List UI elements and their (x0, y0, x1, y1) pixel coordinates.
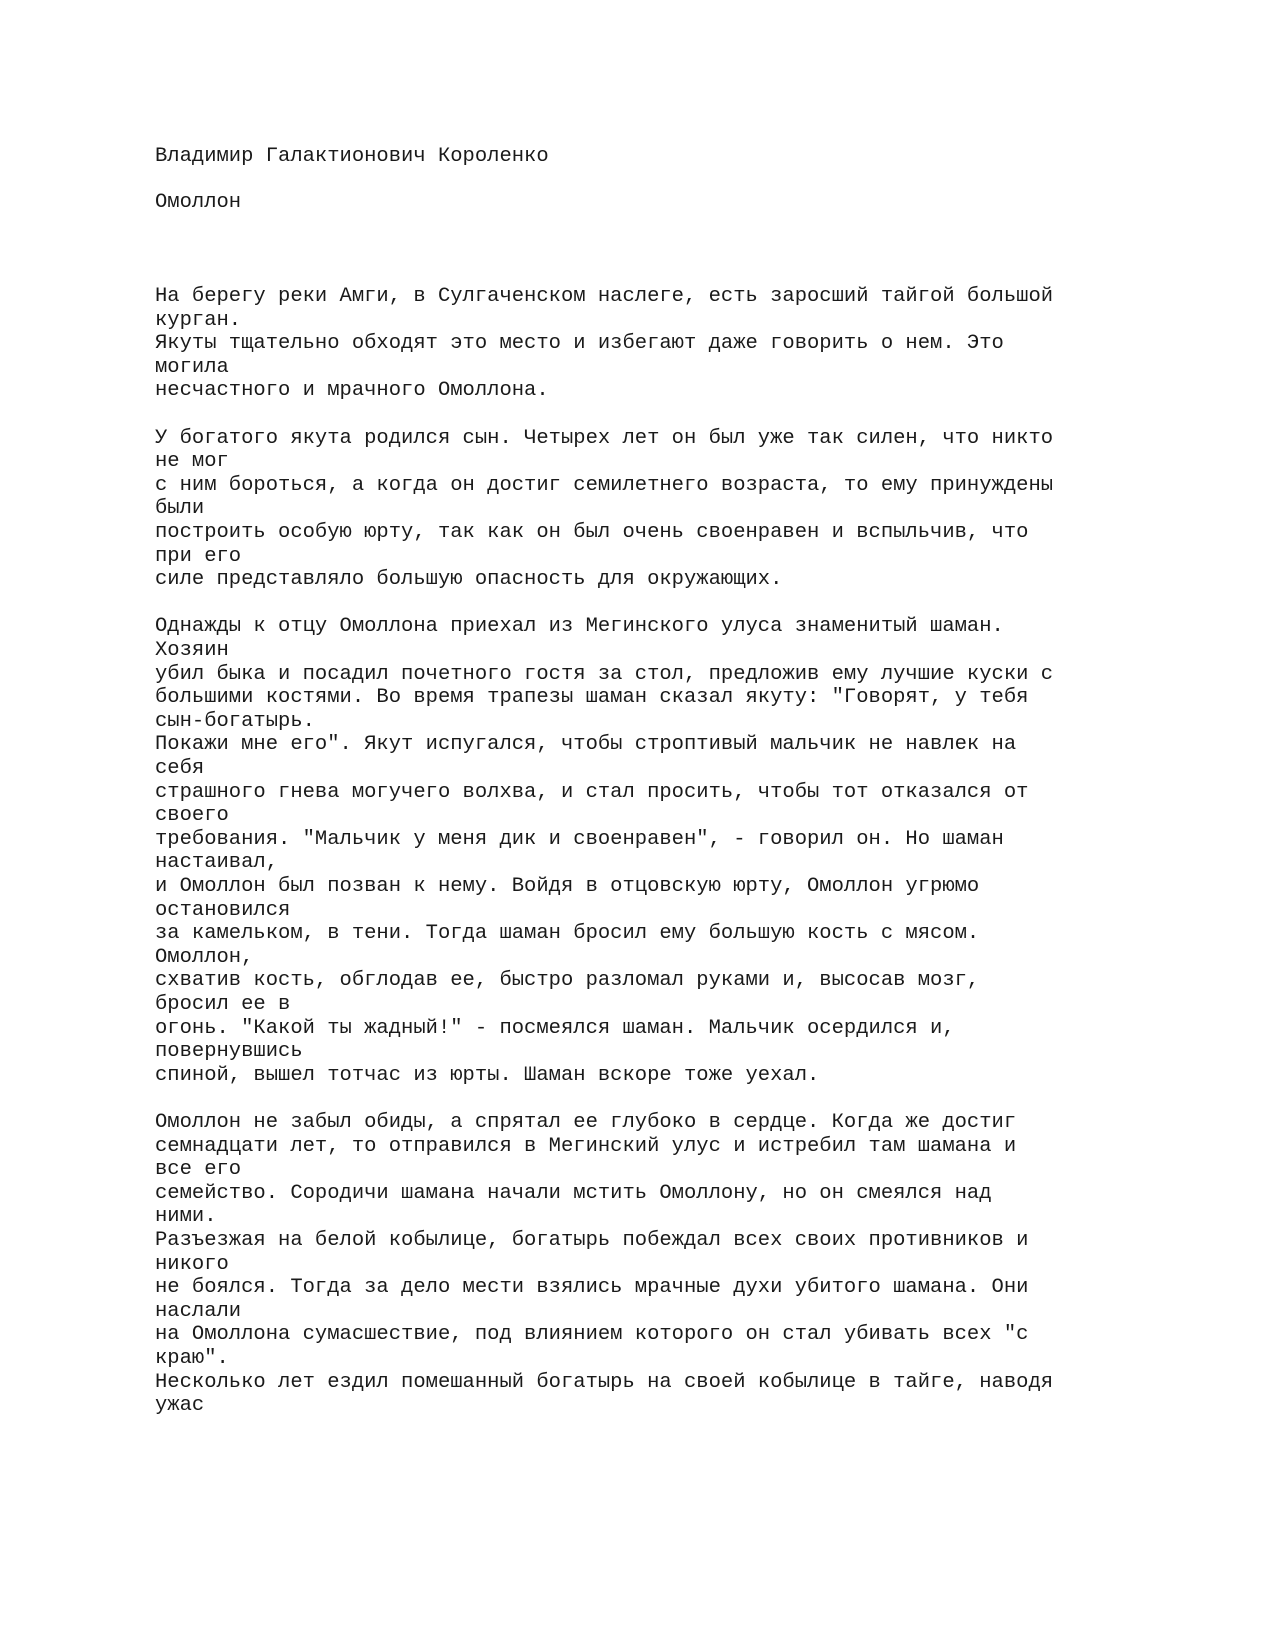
text-line: при его (155, 544, 242, 568)
text-line: Однажды к отцу Омоллона приехал из Мегинского улуса знаменитый шаман. (155, 615, 1004, 639)
text-line: курган. (155, 308, 242, 332)
title-line: Омоллон (155, 191, 242, 214)
text-line: настаивал, (155, 851, 279, 875)
text-line: Несколько лет ездил помешанный богатырь на своей кобылице в тайге, наводя (155, 1370, 1054, 1394)
text-line: спиной, вышел тотчас из юрты. Шаман вскоре тоже уехал. (155, 1063, 820, 1087)
text-line: силе представляло большую опасность для окружающих. (155, 568, 783, 592)
text-line: с ним бороться, а когда он достиг семилетнего возраста, то ему принуждены (155, 473, 1054, 497)
text-line: остановился (155, 898, 291, 922)
text-line: наслали (155, 1299, 242, 1323)
text-line: На берегу реки Амги, в Сулгаченском наслеге, есть заросший тайгой большой (155, 285, 1054, 308)
text-line: краю". (155, 1347, 229, 1370)
text-line: никого (155, 1252, 229, 1276)
text-line: Якуты тщательно обходят это место и избегают даже говорить о нем. Это (155, 332, 1004, 356)
text-line: Омоллон не забыл обиды, а спрятал ее глубоко в сердце. Когда же достиг (155, 1111, 1017, 1134)
text-line: за камельком, в тени. Тогда шаман бросил ему большую кость с мясом. (155, 922, 980, 946)
text-line: не мог (155, 450, 229, 474)
text-line: своего (155, 804, 229, 828)
text-line: большими костями. Во время трапезы шаман сказал якуту: "Говорят, у тебя (155, 686, 1029, 710)
text-line: У богатого якута родился сын. Четырех лет он был уже так силен, что никто (155, 426, 1054, 450)
text-line: схватив кость, обглодав ее, быстро разломал руками и, высосав мозг, (155, 969, 980, 993)
text-line: повернувшись (155, 1040, 303, 1064)
text-line: ними. (155, 1205, 217, 1229)
text-line: требования. "Мальчик у меня дик и своенравен", - говорил он. Но шаман (155, 827, 1004, 851)
text-line: семнадцати лет, то отправился в Мегинский улус и истребил там шамана и (155, 1134, 1017, 1158)
text-line: страшного гнева могучего волхва, и стал просить, чтобы тот отказался от (155, 780, 1029, 804)
text-line: Покажи мне его". Якут испугался, чтобы строптивый мальчик не навлек на (155, 733, 1017, 757)
text-line: на Омоллона сумасшествие, под влиянием которого он стал убивать всех "с (155, 1323, 1029, 1347)
text-line: были (155, 497, 205, 521)
text-line: Омоллон, (155, 945, 254, 969)
text-line: не боялся. Тогда за дело мести взялись мрачные духи убитого шамана. Они (155, 1276, 1029, 1300)
text-line: Разъезжая на белой кобылице, богатырь побеждал всех своих противников и (155, 1229, 1029, 1252)
text-line: и Омоллон был позван к нему. Войдя в отцовскую юрту, Омоллон угрюмо (155, 875, 980, 898)
text-line: все его (155, 1158, 242, 1182)
text-line: себя (155, 757, 205, 780)
text-line: бросил ее в (155, 993, 291, 1016)
text-line: огонь. "Какой ты жадный!" - посмеялся шаман. Мальчик осердился и, (155, 1016, 955, 1040)
text-line: несчастного и мрачного Омоллона. (155, 379, 549, 403)
text-line: Хозяин (155, 639, 229, 662)
text-line: убил быка и посадил почетного гостя за стол, предложив ему лучшие куски с (155, 662, 1054, 686)
text-line: могила (155, 355, 229, 379)
text-line: сын-богатырь. (155, 709, 315, 733)
text-line: семейство. Сородичи шамана начали мстить Омоллону, но он смеялся над (155, 1181, 992, 1205)
text-line: ужас (155, 1394, 205, 1418)
author-line: Владимир Галактионович Короленко (155, 145, 549, 168)
text-line: построить особую юрту, так как он был очень своенравен и вспыльчив, что (155, 521, 1029, 544)
